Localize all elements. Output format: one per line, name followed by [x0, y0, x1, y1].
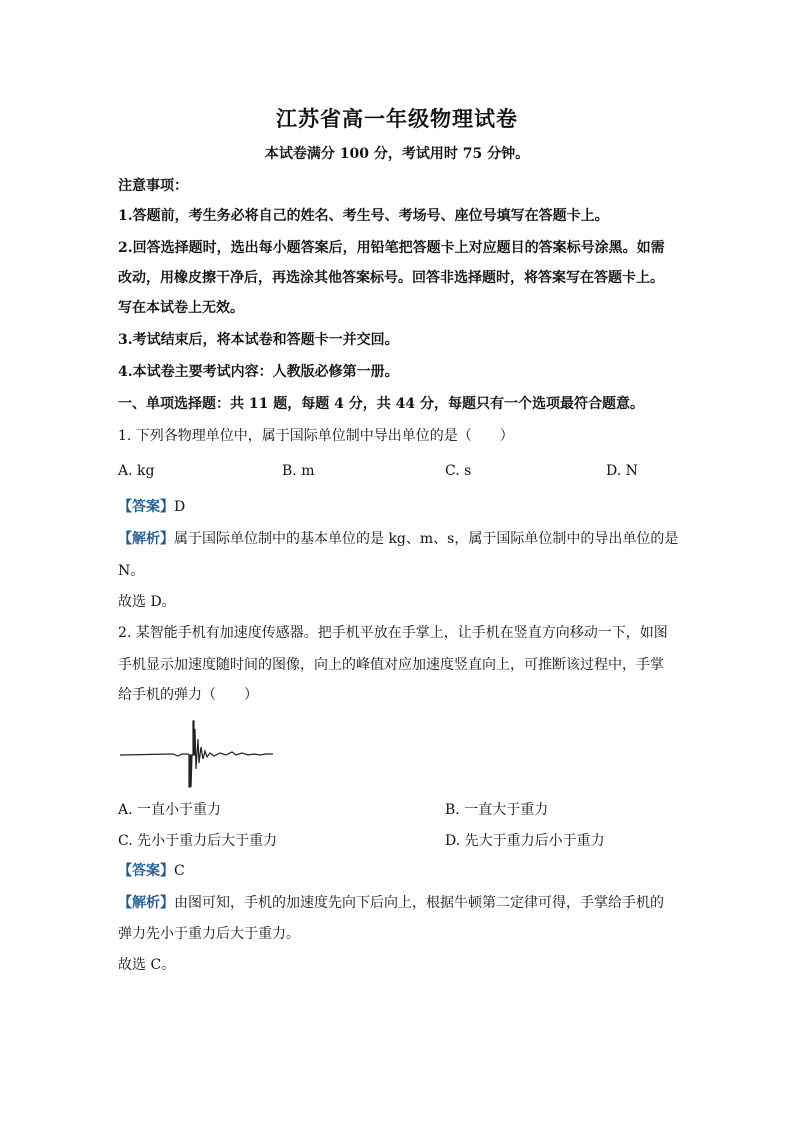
q2-conclusion: 故选 C。	[118, 957, 176, 973]
answer-tag: 【答案】	[118, 863, 174, 879]
q2-analysis-line-2: 弹力先小于重力后大于重力。	[118, 926, 300, 942]
analysis-text: 由图可知，手机的加速度先向下后向上，根据牛顿第二定律可得，手掌给手机的	[174, 895, 664, 911]
q1-option-a: A. kg	[118, 463, 155, 479]
q1-answer	[118, 497, 674, 517]
analysis-tag: 【解析】	[118, 531, 174, 547]
q2-answer	[118, 861, 674, 881]
note-2-line-1: 2.回答选择题时，选出每小题答案后，用铅笔把答题卡上对应题目的答案标号涂黑。如需	[118, 240, 665, 256]
question-2-stem-line-2: 手机显示加速度随时间的图像，向上的峰值对应加速度竖直向上，可推断该过程中，手掌	[118, 657, 664, 673]
acceleration-time-graph	[118, 713, 276, 793]
note-3: 3.考试结束后，将本试卷和答题卡一并交回。	[118, 332, 399, 348]
notes-heading: 注意事项：	[118, 178, 188, 194]
answer-value: D	[174, 499, 186, 515]
q1-conclusion: 故选 D。	[118, 594, 176, 610]
q1-analysis-line-2: N。	[118, 563, 145, 579]
q2-analysis-line-1	[118, 893, 674, 913]
q2-option-b: B. 一直大于重力	[445, 802, 549, 818]
note-4: 4.本试卷主要考试内容：人教版必修第一册。	[118, 364, 399, 380]
q2-option-d: D. 先大于重力后小于重力	[445, 833, 605, 849]
q1-analysis-line-1	[118, 529, 679, 549]
note-1: 1.答题前，考生务必将自己的姓名、考生号、考场号、座位号填写在答题卡上。	[118, 208, 609, 224]
answer-tag: 【答案】	[118, 499, 174, 515]
acceleration-trace	[120, 721, 273, 787]
question-2-stem-line-1: 2. 某智能手机有加速度传感器。把手机平放在手掌上，让手机在竖直方向移动一下，如图	[118, 625, 668, 641]
analysis-text: 属于国际单位制中的基本单位的是 kg、m、s，属于国际单位制中的导出单位的是	[174, 531, 679, 547]
analysis-tag: 【解析】	[118, 895, 174, 911]
section-heading: 一、单项选择题：共 11 题，每题 4 分，共 44 分，每题只有一个选项最符合题意。	[118, 396, 644, 412]
note-2-line-2: 改动，用橡皮擦干净后，再选涂其他答案标号。回答非选择题时，将答案写在答题卡上。	[118, 270, 664, 286]
question-1-stem: 1. 下列各物理单位中，属于国际单位制中导出单位的是（ ）	[118, 428, 514, 444]
answer-value: C	[174, 863, 185, 879]
q1-option-c: C. s	[445, 463, 472, 479]
note-2-line-3: 写在本试卷上无效。	[118, 300, 244, 316]
q1-option-b: B. m	[282, 463, 315, 479]
q2-option-c: C. 先小于重力后大于重力	[118, 833, 278, 849]
question-2-stem-line-3: 给手机的弹力（ ）	[118, 687, 258, 703]
exam-subtitle: 本试卷满分 100 分，考试用时 75 分钟。	[264, 146, 530, 162]
q1-option-d: D. N	[606, 463, 638, 479]
page-title: 江苏省高一年级物理试卷	[276, 106, 518, 131]
q2-option-a: A. 一直小于重力	[118, 802, 222, 818]
